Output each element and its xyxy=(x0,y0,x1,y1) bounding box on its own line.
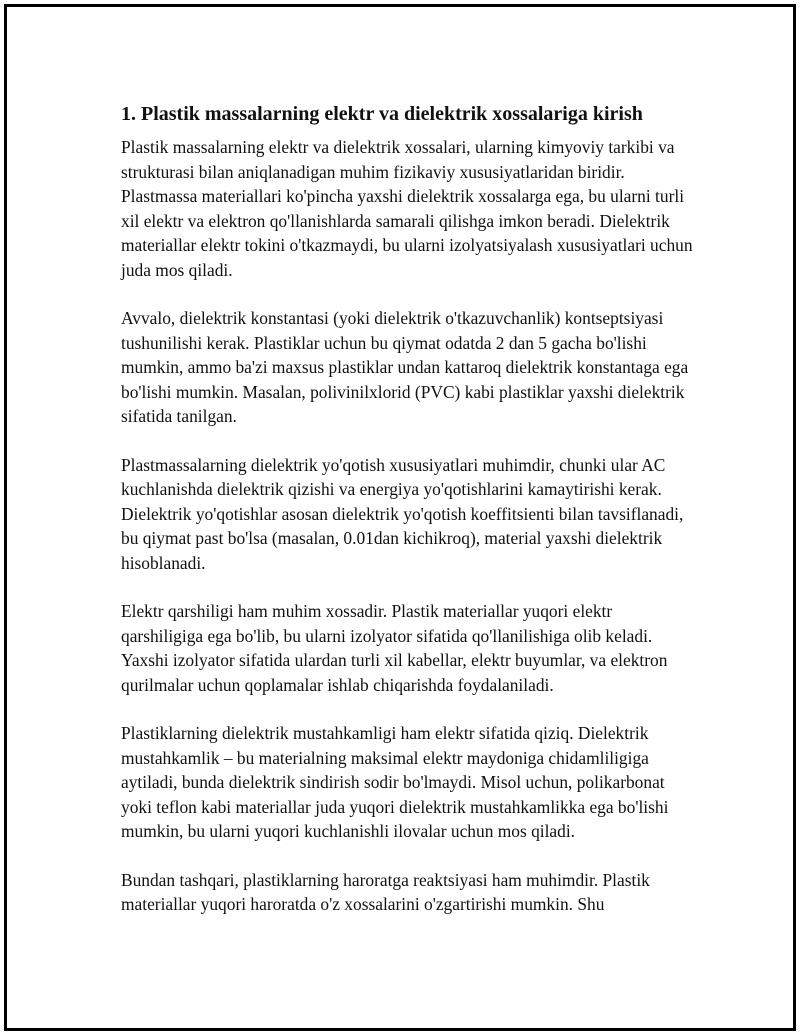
paragraph-4: Elektr qarshiligi ham muhim xossadir. Plastik materiallar yuqori elektr qarshiligiga ega bo'lib, bu ularni izolyator sifatida qo'llanilishiga olib keladi. Yaxshi izolyator sifatida ulardan turli xil kabellar, elektr buyumlar, va elektron qurilmalar uchun qoplamalar ishlab chiqarishda foydalaniladi. xyxy=(121,601,668,695)
page-frame xyxy=(4,4,796,1031)
paragraph-6: Bundan tashqari, plastiklarning haroratga reaktsiyasi ham muhimdir. Plastik materiallar yuqori haroratda o'z xossalarini o'zgartirishi mumkin. Shu xyxy=(121,869,650,914)
section-heading: 1. Plastik massalarning elektr va dielektrik xossalariga kirish xyxy=(121,103,643,125)
document-body xyxy=(121,101,693,941)
paragraph-3: Plastmassalarning dielektrik yo'qotish xususiyatlari muhimdir, chunki ular AC kuchlanishda dielektrik qizishi va energiya yo'qotishlarini kamaytirishi kerak. Dielektrik yo'qotishlar asosan dielektrik yo'qotish koeffitsienti bilan tavsiflanadi, bu qiymat past bo'lsa (masalan, 0.01dan kichikroq), material yaxshi dielektrik hisoblanadi. xyxy=(121,454,684,573)
paragraph-5: Plastiklarning dielektrik mustahkamligi ham elektr sifatida qiziq. Dielektrik mustahkamlik – bu materialning maksimal elektr maydoniga chidamliligiga aytiladi, bunda dielektrik sindirish sodir bo'lmaydi. Misol uchun, polikarbonat yoki teflon kabi materiallar juda yuqori dielektrik mustahkamlikka ega bo'lishi mumkin, bu ularni yuqori kuchlanishli ilovalar uchun mos qiladi. xyxy=(121,723,669,841)
paragraph-2: Avvalo, dielektrik konstantasi (yoki dielektrik o'tkazuvchanlik) kontseptsiyasi tushunilishi kerak. Plastiklar uchun bu qiymat odatda 2 dan 5 gacha bo'lishi mumkin, ammo ba'zi maxsus plastiklar undan kattaroq dielektrik konstantaga ega bo'lishi mumkin. Masalan, polivinilxlorid (PVC) kabi plastiklar yaxshi dielektrik sifatida tanilgan. xyxy=(121,308,689,426)
paragraph-1: Plastik massalarning elektr va dielektrik xossalari, ularning kimyoviy tarkibi va strukturasi bilan aniqlanadigan muhim fizikaviy xususiyatlaridan biridir. Plastmassa materiallari ko'pincha yaxshi dielektrik xossalarga ega, bu ularni turli xil elektr va elektron qo'llanishlarda samarali qilishga imkon beradi. Dielektrik materiallar elektr tokini o'tkazmaydi, bu ularni izolyatsiyalash xususiyatlari uchun juda mos qiladi. xyxy=(121,137,693,280)
